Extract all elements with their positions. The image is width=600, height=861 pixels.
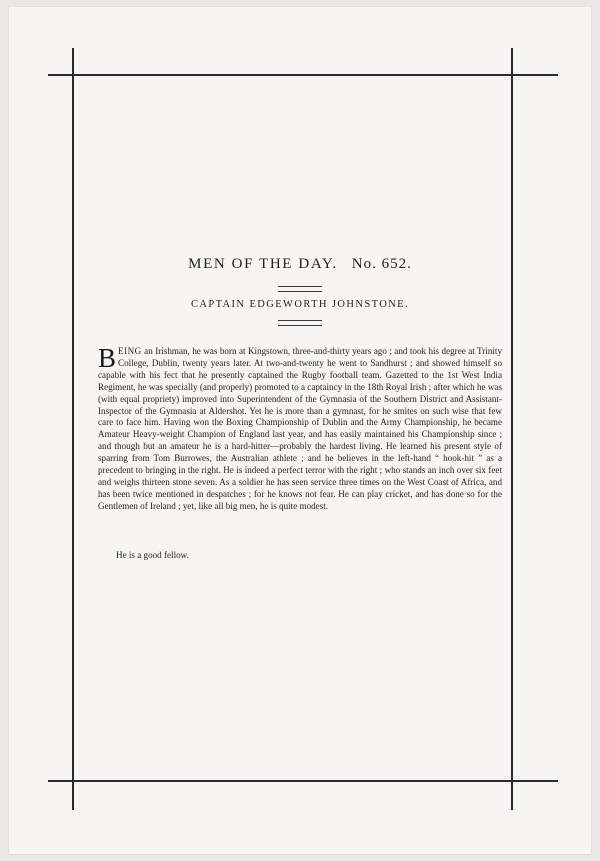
border-left-rule [72,48,74,810]
title-text: MEN OF THE DAY. [188,256,338,272]
title-double-rule [278,286,322,292]
article-text: an Irishman, he was born at Kingstown, three-and-thirty years ago ; and took his degree at Trinity College, Dublin, twenty years later. At two-and-twenty he went to Sandhurst ; and showed himself so capable with his fect that he presently captained the Rugby football team. Gazetted to the 1st West India Regiment, he was specially (and properly) promoted to a captaincy in the 18th Royal Irish ; after which he was (with equal propriety) improved into Superintendent of the Gymnasia of the Southern District and Assistant-Inspector of the Gymnasia at Aldershot. Yet he is more than a gymnast, for he smites on such wise that few care to face him. Having won the Boxing Championship of Dublin and the Army Championship, he became Amateur Heavy-weight Champion of England last year, and has easily maintained his Championship since ; and though but an amateur he is a hard-hitter—probably the hardest living. He learned his present style of sparring from Tom Burrowes, the Australian athlete ; and he believes in the left-hand “ hook-hit ” as a precedent to bringing in the right. He is indeed a perfect terror with the right ; who stands an inch over six feet and weighs thirteen stone seven. As a soldier he has seen service three times on the West Coast of Africa, and has been twice mentioned in despatches ; for he knows not fear. He can play cricket, and has done so for the Gentlemen of Ireland ; yet, like all big men, he is quite modest. [98,346,502,511]
first-word-rest: EING [118,346,142,356]
border-top-rule [48,74,558,76]
subtitle-double-rule [278,320,322,326]
subject-name: CAPTAIN EDGEWORTH JOHNSTONE. [190,299,410,310]
border-bottom-rule [48,780,558,782]
issue-number: No. 652. [351,256,412,272]
article-body [98,343,502,513]
closing-line: He is a good fellow. [116,550,189,560]
border-right-rule [511,48,513,810]
page-title [90,256,510,273]
drop-cap: B [98,343,117,373]
